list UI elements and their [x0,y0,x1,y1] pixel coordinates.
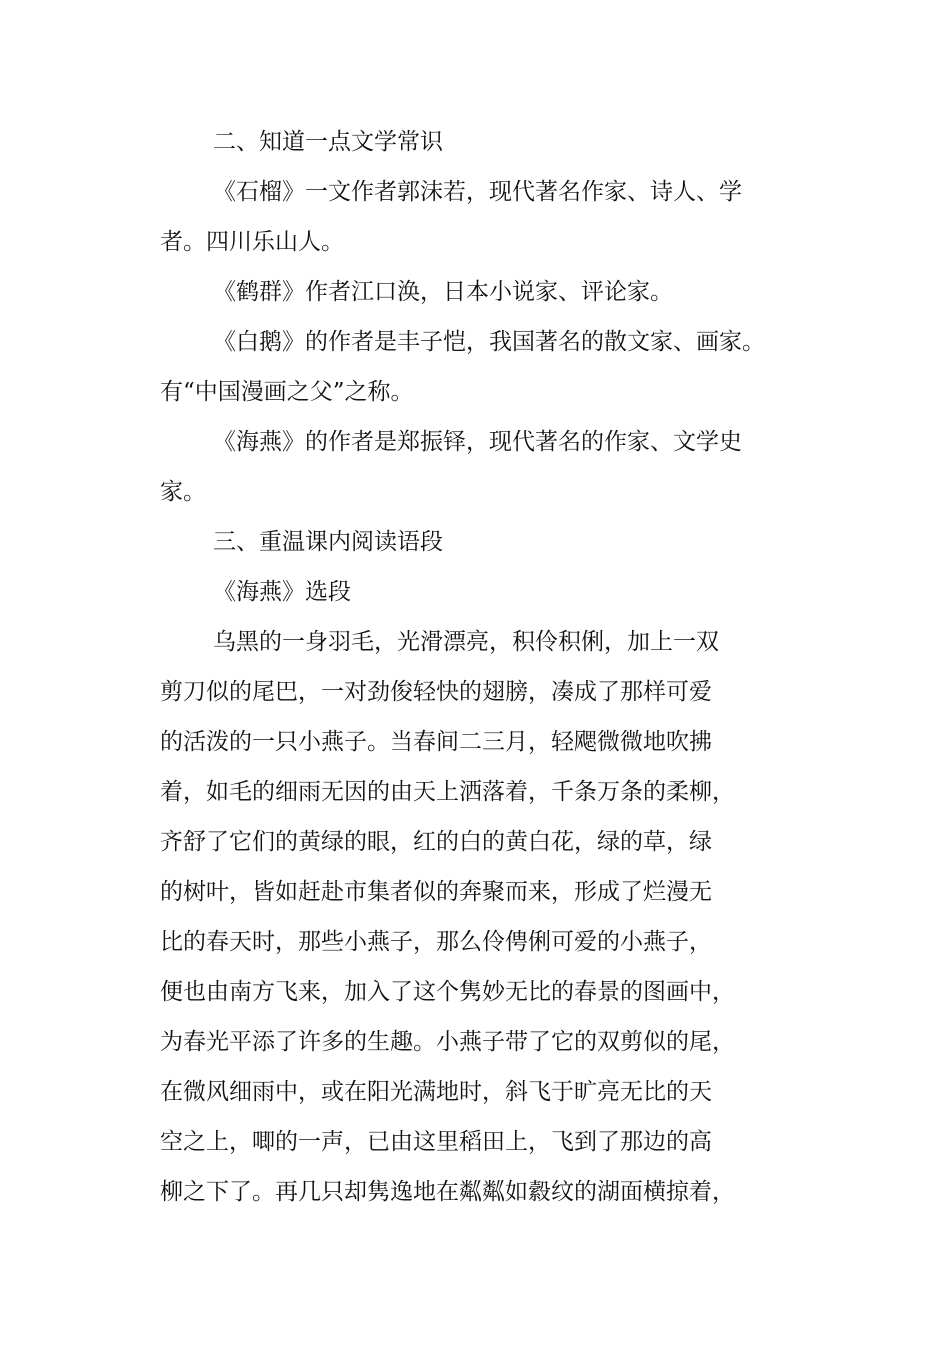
passage-line: 齐舒了它们的黄绿的眼，红的白的黄白花，绿的草，绿 [160,829,712,855]
passage-line: 乌黑的一身羽毛，光滑漂亮，积伶积俐，加上一双 [213,629,719,655]
passage-line: 便也由南方飞来，加入了这个隽妙无比的春景的图画中， [160,979,735,1005]
paragraph-haiyan-author-line-1: 《海燕》的作者是郑振铎，现代著名的作家、文学史 [213,429,742,455]
passage-line: 比的春天时，那些小燕子，那么伶俜俐可爱的小燕子， [160,929,712,955]
passage-line: 着，如毛的细雨无因的由天上洒落着，千条万条的柔柳， [160,779,735,805]
paragraph-baie-line-2: 有“中国漫画之父”之称。 [160,379,414,405]
passage-line: 剪刀似的尾巴，一对劲俊轻快的翅膀，凑成了那样可爱 [160,679,712,705]
paragraph-shiliu-line-2: 者。四川乐山人。 [160,229,344,255]
section-heading-reading: 三、重温课内阅读语段 [213,529,443,555]
passage-line: 柳之下了。再几只却隽逸地在粼粼如縠纹的湖面横掠着， [160,1179,735,1205]
passage-line: 为春光平添了许多的生趣。小燕子带了它的双剪似的尾， [160,1029,735,1055]
section-heading-literary-knowledge: 二、知道一点文学常识 [213,129,443,155]
paragraph-shiliu-line-1: 《石榴》一文作者郭沫若，现代著名作家、诗人、学 [213,179,742,205]
paragraph-haiyan-author-line-2: 家。 [160,479,206,505]
passage-line: 空之上，唧的一声，已由这里稻田上，飞到了那边的高 [160,1129,712,1155]
passage-line: 的树叶，皆如赶赴市集者似的奔聚而来，形成了烂漫无 [160,879,712,905]
paragraph-baie-line-1: 《白鹅》的作者是丰子恺，我国著名的散文家、画家。 [213,329,765,355]
passage-title: 《海燕》选段 [213,579,351,605]
passage-line: 在微风细雨中，或在阳光满地时，斜飞于旷亮无比的天 [160,1079,712,1105]
passage-line: 的活泼的一只小燕子。当春间二三月，轻飔微微地吹拂 [160,729,712,755]
paragraph-hequn-line-1: 《鹤群》作者江口涣，日本小说家、评论家。 [213,279,673,305]
